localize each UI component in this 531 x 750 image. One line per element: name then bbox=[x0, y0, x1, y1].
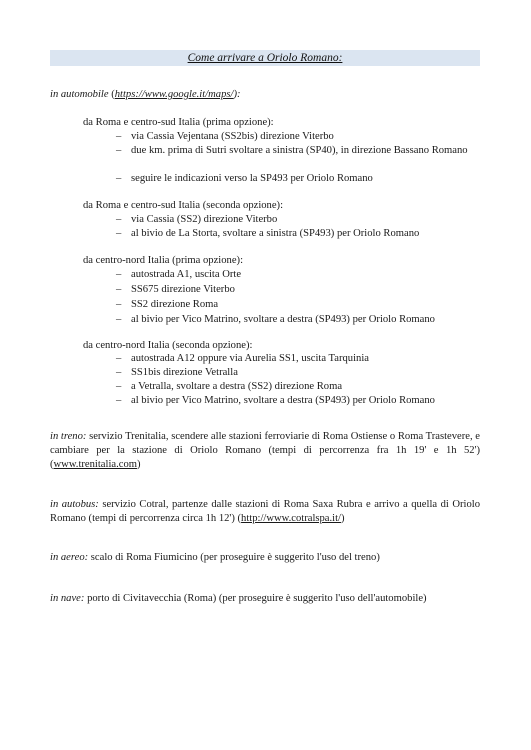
bullet-dash: – bbox=[116, 214, 122, 225]
route-item: SS1bis direzione Vetralla bbox=[131, 367, 238, 378]
bullet-dash: – bbox=[116, 367, 122, 378]
autobus-label: in autobus: bbox=[50, 499, 99, 510]
route-item: SS675 direzione Viterbo bbox=[131, 284, 235, 295]
route-item: SS2 direzione Roma bbox=[131, 299, 219, 310]
bullet-dash: – bbox=[116, 173, 122, 184]
autobus-text: servizio Cotral, partenze dalle stazioni di Roma Saxa Rubra e arrivo a quella di Oriolo Romano (tempi di percorrenza circa 1h 12') ( bbox=[50, 499, 480, 524]
route-item: via Cassia (SS2) direzione Viterbo bbox=[131, 214, 278, 225]
nave-text: porto di Civitavecchia (Roma) (per proseguire è suggerito l'uso dell'automobile) bbox=[84, 593, 427, 604]
bullet-dash: – bbox=[116, 353, 122, 364]
bullet-dash: – bbox=[116, 381, 122, 392]
route-item: a Vetralla, svoltare a destra (SS2) direzione Roma bbox=[131, 381, 343, 392]
bullet-dash: – bbox=[116, 269, 122, 280]
route-item: via Cassia Vejentana (SS2bis) direzione Viterbo bbox=[131, 131, 334, 142]
route-heading: da Roma e centro-sud Italia (seconda opzione): bbox=[83, 200, 284, 211]
route-heading: da centro-nord Italia (prima opzione): bbox=[83, 255, 244, 266]
route-item: due km. prima di Sutri svoltare a sinistra (SP40), in direzione Bassano Romano bbox=[131, 145, 468, 156]
auto-suffix: ): bbox=[233, 89, 241, 100]
aereo-label: in aereo: bbox=[50, 552, 89, 563]
bullet-dash: – bbox=[116, 299, 122, 310]
bullet-dash: – bbox=[116, 284, 122, 295]
page-title bbox=[50, 50, 480, 66]
bullet-dash: – bbox=[116, 228, 122, 239]
nave-paragraph bbox=[50, 592, 427, 606]
auto-label: in automobile bbox=[50, 89, 109, 100]
bullet-dash: – bbox=[116, 395, 122, 406]
route-item: al bivio de La Storta, svoltare a sinistra (SP493) per Oriolo Romano bbox=[131, 228, 420, 239]
route-item: al bivio per Vico Matrino, svoltare a destra (SP493) per Oriolo Romano bbox=[131, 314, 435, 325]
bullet-dash: – bbox=[116, 314, 122, 325]
route-item: autostrada A1, uscita Orte bbox=[131, 269, 242, 280]
google-maps-link[interactable]: https://www.google.it/maps/ bbox=[114, 89, 234, 100]
route-heading: da centro-nord Italia (seconda opzione): bbox=[83, 340, 253, 351]
bullet-dash: – bbox=[116, 131, 122, 142]
treno-paragraph bbox=[50, 430, 480, 472]
route-item: autostrada A12 oppure via Aurelia SS1, uscita Tarquinia bbox=[131, 353, 369, 364]
aereo-text: scalo di Roma Fiumicino (per proseguire è suggerito l'uso del treno) bbox=[88, 552, 380, 563]
bullet-dash: – bbox=[116, 145, 122, 156]
nave-label: in nave: bbox=[50, 593, 85, 604]
autobus-end: ) bbox=[340, 513, 345, 524]
route-item: seguire le indicazioni verso la SP493 per Oriolo Romano bbox=[131, 173, 373, 184]
route-heading: da Roma e centro-sud Italia (prima opzione): bbox=[83, 117, 274, 128]
treno-text: servizio Trenitalia, scendere alle stazioni ferroviarie di Roma Ostiense o Roma Trastevere, e cambiare per la stazione di Oriolo Romano (tempi di percorrenza fra 1h 19' e 1h 52') ( bbox=[50, 431, 480, 470]
treno-end: ) bbox=[136, 459, 141, 470]
trenitalia-link[interactable]: www.trenitalia.com bbox=[53, 459, 137, 470]
treno-label: in treno: bbox=[50, 431, 87, 442]
auto-heading: in automobile (https://www.google.it/maps/): bbox=[50, 89, 241, 100]
cotral-link[interactable]: http://www.cotralspa.it/ bbox=[241, 513, 341, 524]
aereo-paragraph bbox=[50, 551, 380, 565]
route-item: al bivio per Vico Matrino, svoltare a destra (SP493) per Oriolo Romano bbox=[131, 395, 435, 406]
page-title-text: Come arrivare a Oriolo Romano: bbox=[187, 52, 343, 64]
autobus-paragraph bbox=[50, 498, 480, 526]
